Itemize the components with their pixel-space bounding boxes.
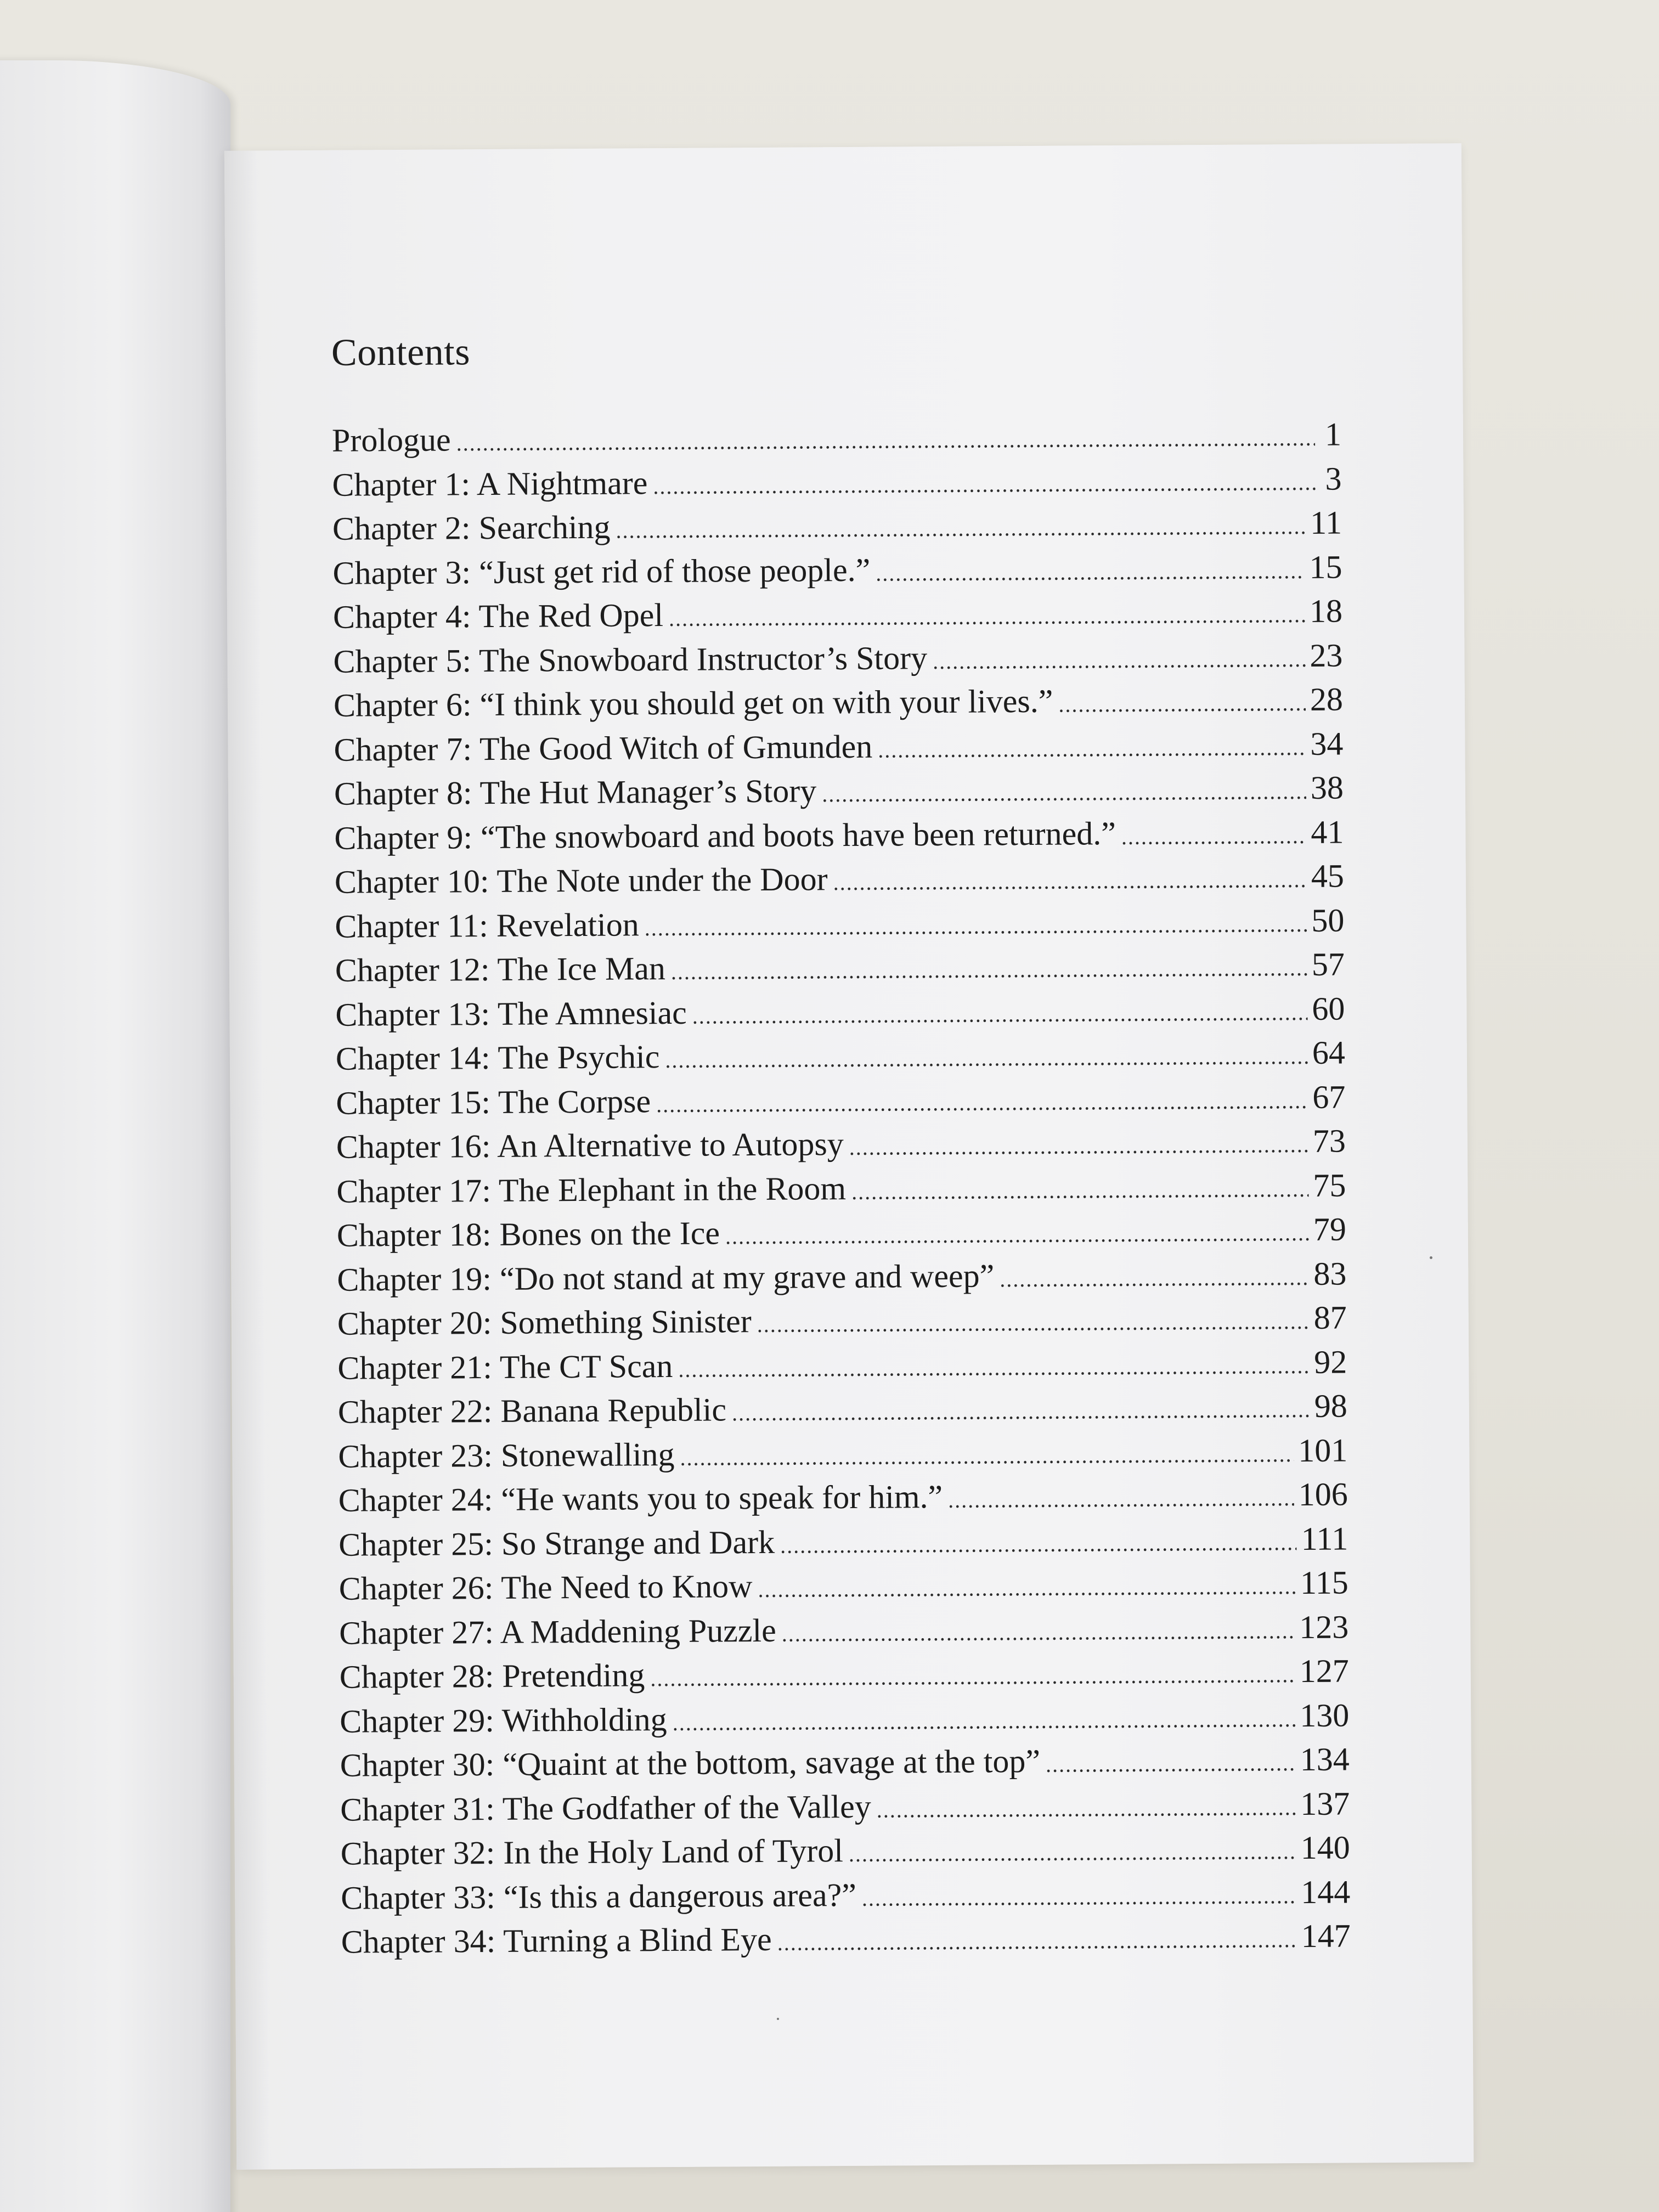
dot-leader — [878, 734, 1306, 763]
dot-leader — [656, 1087, 1308, 1117]
dot-leader — [650, 1662, 1295, 1691]
toc-entry-page-number: 23 — [1310, 636, 1343, 674]
toc-entry — [332, 548, 1342, 599]
toc-entry-title: Prologue — [331, 421, 451, 459]
toc-entry-title: Chapter 19: “Do not stand at my grave and weep” — [337, 1257, 995, 1298]
toc-entry-title: Chapter 5: The Snowboard Instructor’s Story — [333, 639, 928, 680]
toc-entry-title: Chapter 21: The CT Scan — [337, 1347, 673, 1386]
toc-entry — [338, 1431, 1347, 1482]
toc-entry-title: Chapter 26: The Need to Know — [338, 1568, 753, 1607]
toc-entry-page-number: 1 — [1324, 416, 1342, 453]
dot-leader — [680, 1441, 1294, 1471]
toc-entry — [340, 1785, 1350, 1835]
dot-leader — [822, 778, 1306, 807]
toc-entry-title: Chapter 18: Bones on the Ice — [336, 1215, 720, 1254]
dot-leader — [757, 1308, 1310, 1338]
toc-entry-title: Chapter 15: The Corpse — [336, 1082, 651, 1121]
dot-leader — [849, 1838, 1296, 1867]
toc-entry-page-number: 64 — [1312, 1034, 1346, 1071]
toc-entry — [337, 1210, 1346, 1261]
toc-entry-title: Chapter 7: The Good Witch of Gmunden — [334, 728, 873, 768]
toc-entry-title: Chapter 14: The Psychic — [335, 1039, 660, 1077]
dot-leader — [1121, 822, 1307, 849]
toc-entry — [334, 680, 1343, 731]
toc-entry-page-number: 127 — [1299, 1652, 1349, 1690]
toc-entry-page-number: 15 — [1309, 548, 1342, 585]
toc-entry-page-number: 87 — [1313, 1299, 1347, 1336]
dot-leader — [849, 1132, 1308, 1160]
dot-leader — [1058, 690, 1306, 718]
toc-entry-page-number: 28 — [1310, 681, 1344, 718]
dot-leader — [877, 1795, 1296, 1823]
toc-entry — [335, 857, 1344, 907]
dot-leader — [862, 1883, 1297, 1911]
toc-entry-title: Chapter 28: Pretending — [339, 1657, 645, 1695]
toc-entry-page-number: 134 — [1300, 1741, 1350, 1778]
toc-entry — [334, 769, 1344, 819]
toc-entry-page-number: 75 — [1313, 1166, 1346, 1204]
dot-leader — [851, 1176, 1309, 1204]
toc-entry — [334, 725, 1343, 775]
toc-entry-page-number: 137 — [1300, 1785, 1350, 1822]
dot-leader — [692, 999, 1308, 1029]
toc-entry — [337, 1255, 1346, 1305]
toc-entry-title: Chapter 9: “The snowboard and boots have been returned.” — [334, 815, 1116, 856]
toc-entry-page-number: 115 — [1300, 1564, 1348, 1601]
toc-entry-page-number: 73 — [1312, 1122, 1346, 1159]
dot-leader — [933, 646, 1306, 674]
contents-heading: Contents — [331, 331, 471, 374]
toc-entry — [340, 1740, 1350, 1791]
left-page-edge — [0, 60, 230, 2212]
toc-entry-title: Chapter 33: “Is this a dangerous area?” — [341, 1876, 857, 1916]
table-of-contents — [332, 415, 1351, 1967]
toc-entry-page-number: 11 — [1310, 504, 1342, 541]
dot-leader — [673, 1706, 1296, 1736]
toc-entry-title: Chapter 34: Turning a Blind Eye — [341, 1921, 772, 1960]
dot-leader — [665, 1043, 1308, 1073]
toc-entry — [334, 813, 1344, 864]
toc-entry-page-number: 79 — [1313, 1211, 1347, 1248]
toc-entry-page-number: 101 — [1298, 1431, 1348, 1469]
toc-entry — [336, 1122, 1346, 1172]
dot-leader — [616, 514, 1306, 544]
toc-entry — [333, 636, 1342, 687]
toc-entry — [340, 1696, 1349, 1747]
toc-entry-page-number: 3 — [1325, 460, 1342, 497]
toc-entry-page-number: 147 — [1301, 1917, 1351, 1954]
toc-entry-page-number: 130 — [1300, 1696, 1350, 1734]
dot-leader — [948, 1485, 1294, 1513]
toc-entry-page-number: 50 — [1311, 901, 1345, 939]
toc-entry-title: Chapter 8: The Hut Manager’s Story — [334, 772, 817, 812]
toc-entry-title: Chapter 20: Something Sinister — [337, 1303, 752, 1342]
toc-entry — [338, 1520, 1348, 1570]
toc-entry-title: Chapter 11: Revelation — [335, 906, 639, 945]
toc-entry-title: Chapter 17: The Elephant in the Room — [336, 1170, 847, 1210]
toc-entry — [341, 1873, 1350, 1923]
toc-entry-title: Chapter 32: In the Holy Land of Tyrol — [340, 1832, 844, 1872]
toc-entry — [339, 1608, 1348, 1658]
dot-leader — [732, 1397, 1310, 1426]
toc-entry-title: Chapter 25: So Strange and Dark — [338, 1523, 775, 1563]
toc-entry-page-number: 83 — [1313, 1255, 1347, 1292]
dot-leader — [671, 955, 1307, 985]
dot-leader — [777, 1927, 1297, 1956]
toc-entry-page-number: 41 — [1311, 813, 1344, 850]
dot-leader — [725, 1220, 1309, 1249]
toc-entry-title: Chapter 29: Withholding — [340, 1701, 667, 1740]
toc-entry-page-number: 38 — [1310, 769, 1344, 806]
toc-entry — [341, 1829, 1350, 1879]
toc-entry-page-number: 45 — [1311, 857, 1345, 894]
toc-entry-page-number: 92 — [1314, 1343, 1347, 1380]
toc-entry-title: Chapter 13: The Amnesiac — [335, 994, 687, 1033]
toc-entry — [337, 1299, 1347, 1349]
dot-leader — [669, 602, 1305, 631]
toc-entry-page-number: 60 — [1312, 990, 1345, 1027]
toc-entry-title: Chapter 12: The Ice Man — [335, 950, 666, 989]
toc-entry-title: Chapter 3: “Just get rid of those people.” — [332, 551, 871, 591]
toc-entry-title: Chapter 6: “I think you should get on with your lives.” — [333, 682, 1053, 724]
toc-entry-title: Chapter 2: Searching — [332, 509, 611, 547]
toc-entry-title: Chapter 22: Banana Republic — [337, 1391, 727, 1430]
toc-entry-page-number: 140 — [1300, 1829, 1350, 1866]
toc-entry-page-number: 67 — [1312, 1078, 1346, 1115]
toc-entry-title: Chapter 23: Stonewalling — [338, 1436, 675, 1475]
toc-entry — [336, 1078, 1345, 1128]
toc-entry-page-number: 57 — [1311, 946, 1345, 983]
toc-entry-page-number: 18 — [1309, 592, 1343, 629]
toc-entry — [332, 460, 1341, 510]
dot-leader — [645, 911, 1307, 940]
toc-entry — [339, 1564, 1348, 1614]
toc-entry-title: Chapter 1: A Nightmare — [332, 464, 648, 503]
toc-entry — [338, 1387, 1347, 1437]
toc-entry — [332, 504, 1342, 554]
dot-leader — [758, 1573, 1296, 1602]
dot-leader — [1046, 1750, 1296, 1778]
dot-leader — [456, 425, 1316, 456]
toc-entry-page-number: 34 — [1310, 725, 1344, 762]
dot-leader — [876, 557, 1305, 586]
toc-entry-title: Chapter 16: An Alternative to Autopsy — [336, 1126, 844, 1165]
toc-entry — [341, 1917, 1351, 1967]
book-page — [224, 143, 1474, 2170]
dot-leader — [678, 1352, 1310, 1382]
toc-entry-page-number: 106 — [1298, 1476, 1348, 1513]
dot-leader — [833, 867, 1307, 895]
dot-leader — [780, 1530, 1297, 1559]
toc-entry — [335, 990, 1345, 1040]
toc-entry — [337, 1343, 1347, 1393]
dot-leader — [1000, 1264, 1309, 1291]
toc-entry-title: Chapter 24: “He wants you to speak for him.” — [338, 1478, 943, 1519]
toc-entry — [336, 1034, 1345, 1084]
toc-entry-page-number: 111 — [1301, 1520, 1348, 1557]
toc-entry-title: Chapter 10: The Note under the Door — [334, 861, 828, 900]
toc-entry-page-number: 123 — [1299, 1608, 1349, 1645]
toc-entry — [336, 1166, 1346, 1217]
toc-entry — [332, 415, 1341, 466]
toc-entry — [335, 901, 1344, 952]
toc-entry-title: Chapter 27: A Maddening Puzzle — [339, 1612, 777, 1651]
toc-entry-page-number: 144 — [1301, 1873, 1351, 1910]
toc-entry — [333, 592, 1342, 642]
dot-leader — [653, 469, 1315, 499]
toc-entry-title: Chapter 4: The Red Opel — [332, 597, 664, 635]
toc-entry-title: Chapter 31: The Godfather of the Valley — [340, 1788, 871, 1828]
toc-entry — [340, 1652, 1349, 1702]
toc-entry — [335, 945, 1345, 996]
paper-speck — [1430, 1256, 1432, 1259]
toc-entry-page-number: 98 — [1314, 1387, 1347, 1424]
dot-leader — [782, 1618, 1295, 1647]
toc-entry — [338, 1475, 1348, 1526]
paper-speck — [777, 2018, 779, 2020]
toc-entry-title: Chapter 30: “Quaint at the bottom, savage at the top” — [340, 1742, 1041, 1784]
